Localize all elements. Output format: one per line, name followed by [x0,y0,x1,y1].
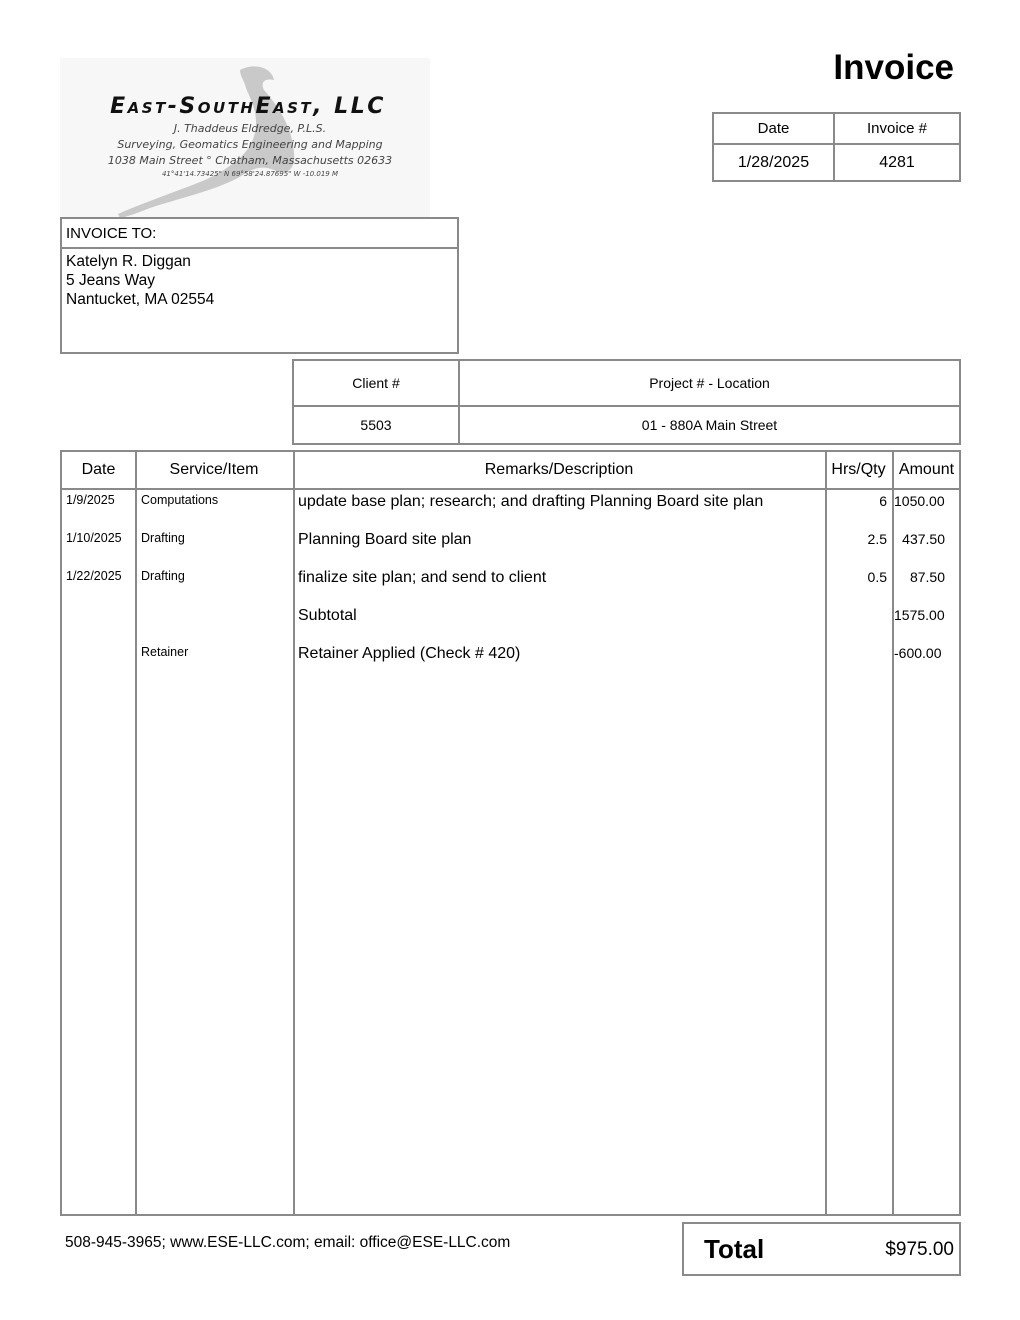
table-row [62,528,959,566]
row-service: Retainer [141,645,189,659]
row-date: 1/9/2025 [66,493,115,507]
row-description: Retainer Applied (Check # 420) [298,645,521,662]
invoice-meta-table [712,112,961,182]
subtotal-label: Subtotal [298,607,357,624]
row-service: Computations [141,493,219,507]
invoice-to-label: INVOICE TO: [62,219,457,249]
table-row-subtotal [62,604,959,642]
invoice-to-address [62,249,457,309]
total-box [682,1222,961,1276]
row-date: 1/10/2025 [66,531,122,545]
project-location: 01 - 880A Main Street [459,406,960,444]
client-name: Katelyn R. Diggan [66,253,191,270]
row-qty: 6 [879,493,887,509]
footer-contact: 508-945-3965; www.ESE-LLC.com; email: office@ESE-LLC.com [65,1234,511,1251]
invoice-to-box [60,217,459,354]
company-address: 1038 Main Street ° Chatham, Massachusetts 02633 [107,154,393,167]
row-amount: 1050.00 [894,493,945,509]
header-service: Service/Item [169,461,259,478]
table-row [62,490,959,528]
line-items-table [60,450,961,1216]
row-description: update base plan; research; and drafting Planning Board site plan [298,493,764,510]
row-amount: 437.50 [902,531,945,547]
company-coordinates: 41°41'14.73425" N 69°58'24.87695" W -10.019 M [161,170,339,178]
meta-header-invoice-number: Invoice # [834,113,960,144]
header-date: Date [81,461,116,478]
row-service: Drafting [141,569,185,583]
header-amount: Amount [898,461,955,478]
header-qty: Hrs/Qty [831,461,886,478]
invoice-date: 1/28/2025 [713,144,834,181]
company-principal: J. Thaddeus Eldredge, P.L.S. [173,122,327,135]
meta-header-date: Date [713,113,834,144]
table-row [62,566,959,604]
company-name: East-SouthEast, LLC [110,94,386,119]
row-date: 1/22/2025 [66,569,122,583]
row-service: Drafting [141,531,185,545]
project-table [292,359,961,445]
client-city: Nantucket, MA 02554 [66,291,215,308]
client-street: 5 Jeans Way [66,272,156,289]
row-description: finalize site plan; and send to client [298,569,547,586]
project-header-location: Project # - Location [459,360,960,406]
total-value: $975.00 [885,1239,954,1260]
row-amount: 87.50 [909,569,945,585]
row-description: Planning Board site plan [298,531,472,548]
total-label: Total [704,1234,765,1264]
row-qty: 0.5 [867,569,887,585]
company-services: Surveying, Geomatics Engineering and Mapping [117,138,383,151]
row-qty: 2.5 [867,531,887,547]
client-number: 5503 [293,406,459,444]
document-title: Invoice [833,48,954,87]
project-header-client: Client # [293,360,459,406]
header-description: Remarks/Description [484,461,634,478]
row-amount: -600.00 [894,645,942,661]
invoice-number: 4281 [834,144,960,181]
company-logo [60,58,430,218]
subtotal-amount: 1575.00 [894,607,945,623]
table-row-retainer [62,642,959,680]
